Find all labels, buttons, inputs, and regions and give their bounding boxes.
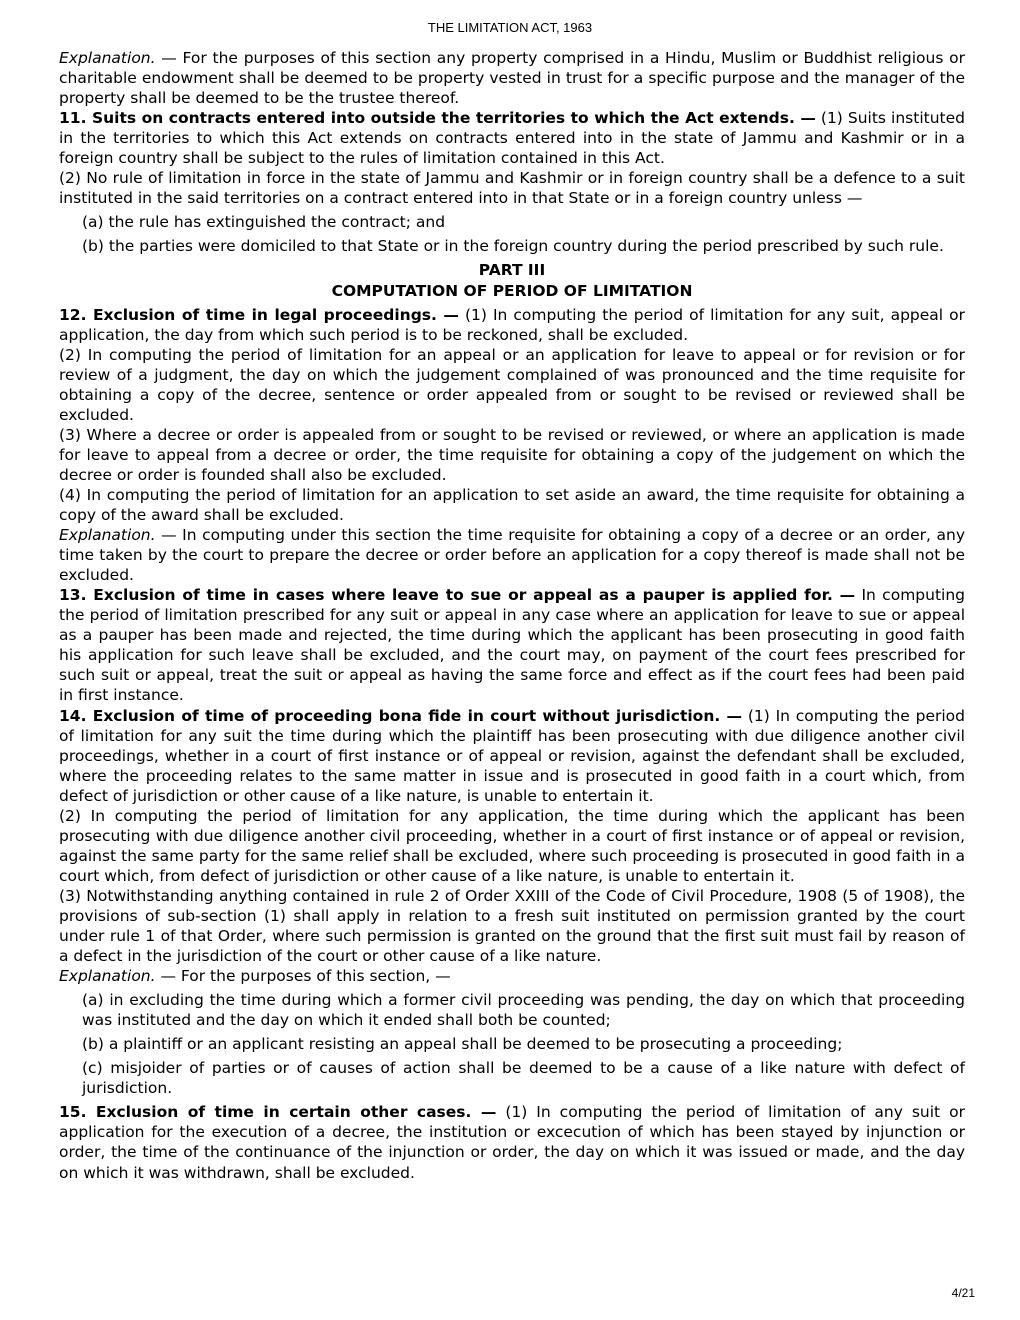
section-10-explanation: Explanation. — For the purposes of this section any property comprised in a Hindu, Muslim or Buddhist religious or charitable endowment shall be deemed to be property vested in trust for a specific purpose and the manager of the property shall be deemed to be the trustee thereof. bbox=[59, 49, 965, 108]
document-body bbox=[59, 48, 965, 1183]
page-header: THE LIMITATION ACT, 1963 bbox=[427, 20, 593, 35]
section-14-clause-a: (a) in excluding the time during which a former civil proceeding was pending, the day on which that proceeding was instituted and the day on which it ended shall both be counted; bbox=[82, 991, 965, 1030]
section-14-title: 14. Exclusion of time of proceeding bona fide in court without jurisdiction. — bbox=[59, 706, 743, 725]
page-number: 4/21 bbox=[951, 1286, 975, 1300]
section-11-clause-b: (b) the parties were domiciled to that State or in the foreign country during the period prescribed by such rule. bbox=[82, 237, 944, 256]
section-14-sub-2: (2) In computing the period of limitation for any application, the time during which the applicant has been prosecuting with due diligence another civil proceeding, whether in a court of first instance or of appeal or revision, against the same party for the same relief shall be excluded, where such proceeding is prosecuted in good faith in a court which, from defect of jurisdiction or other cause of a like nature, is unable to entertain it. bbox=[59, 806, 965, 885]
section-15-title: 15. Exclusion of time in certain other cases. — bbox=[59, 1103, 497, 1122]
section-12-sub-4: (4) In computing the period of limitation for an application to set aside an award, the time requisite for obtaining a copy of the award shall be excluded. bbox=[59, 485, 965, 525]
section-12: 12. Exclusion of time in legal proceedings. — (1) In computing the period of limitation for any suit, appeal or application, the day from which such period is to be reckoned, shall be excluded. bbox=[59, 305, 965, 344]
explanation-label: Explanation. bbox=[59, 526, 156, 545]
section-11: 11. Suits on contracts entered into outside the territories to which the Act extends. — (1) Suits instituted in the territories to which this Act extends on contracts entered into in the state of Jammu and Kashmir or in a foreign country shall be subject to the rules of limitation contained in this Act. bbox=[59, 109, 965, 168]
section-14-sub-3: (3) Notwithstanding anything contained in rule 2 of Order XXIII of the Code of Civil Procedure, 1908 (5 of 1908), the provisions of sub-section (1) shall apply in relation to a fresh suit instituted on permission granted by the court under rule 1 of that Order, where such permission is granted on the ground that the first suit must fail by reason of a defect in the jurisdiction of the court or other cause of a like nature. bbox=[59, 886, 965, 966]
explanation-label: Explanation. bbox=[59, 967, 156, 986]
section-13-title: 13. Exclusion of time in cases where leave to sue or appeal as a pauper is applied for. — bbox=[59, 586, 856, 605]
section-11-sub-2: (2) No rule of limitation in force in the state of Jammu and Kashmir or in foreign country shall be a defence to a suit instituted in the said territories on a contract entered into in that State or in a foreign country unless — bbox=[59, 169, 965, 208]
section-14: 14. Exclusion of time of proceeding bona fide in court without jurisdiction. — (1) In computing the period of limitation for any suit the time during which the plaintiff has been prosecuting with due diligence another civil proceedings, whether in a court of first instance or of appeal or revision, against the defendant shall be excluded, where the proceeding relates to the same matter in issue and is prosecuted in good faith in a court which, from defect of jurisdiction or other cause of a like nature, is unable to entertain it. bbox=[59, 706, 965, 805]
section-14-clause-c: (c) misjoider of parties or of causes of action shall be deemed to be a cause of a like nature with defect of jurisdiction. bbox=[82, 1059, 965, 1098]
section-11-title: 11. Suits on contracts entered into outside the territories to which the Act extends. — bbox=[59, 109, 816, 128]
section-12-sub-3: (3) Where a decree or order is appealed from or sought to be revised or reviewed, or where an application is made for leave to appeal from a decree or order, the time requisite for obtaining a copy of the judgement on which the decree or order is founded shall also be excluded. bbox=[59, 425, 965, 484]
section-11-clause-a: (a) the rule has extinguished the contract; and bbox=[82, 213, 446, 232]
part-number: PART III bbox=[478, 261, 546, 280]
section-12-sub-2: (2) In computing the period of limitation for an appeal or an application for leave to appeal or for revision or for review of a judgment, the day on which the judgement complained of was pronounced and the time requisite for obtaining a copy of the decree, sentence or order appealed from or sought to be revised or reviewed shall be excluded. bbox=[59, 345, 965, 424]
explanation-label: Explanation. bbox=[59, 49, 156, 67]
section-12-explanation: Explanation. — In computing under this section the time requisite for obtaining a copy of a decree or an order, any time taken by the court to prepare the decree or order before an application for a copy thereof is made shall not be excluded. bbox=[59, 526, 965, 585]
section-13: 13. Exclusion of time in cases where leave to sue or appeal as a pauper is applied for. — In computing the period of limitation prescribed for any suit or appeal in any case where an application for leave to sue or appeal as a pauper has been made and rejected, the time during which the applicant has been prosecuting in good faith his application for such leave shall be excluded, and the court may, on payment of the court fees prescribed for such suit or appeal, treat the suit or appeal as having the same force and effect as if the court fees had been paid in first instance. bbox=[59, 586, 965, 705]
part-title: COMPUTATION OF PERIOD OF LIMITATION bbox=[331, 281, 693, 300]
section-15: 15. Exclusion of time in certain other cases. — (1) In computing the period of limitation of any suit or application for the execution of a decree, the institution or excecution of which has been stayed by injunction or order, the time of the continuance of the injunction or order, the day on which it was issued or made, and the day on which it was withdrawn, shall be excluded. bbox=[59, 1103, 965, 1182]
section-14-explanation: Explanation. — For the purposes of this section, — bbox=[59, 967, 451, 986]
section-14-clause-b: (b) a plaintiff or an applicant resisting an appeal shall be deemed to be prosecuting a proceeding; bbox=[82, 1035, 843, 1054]
section-12-title: 12. Exclusion of time in legal proceedings. — bbox=[59, 305, 459, 324]
